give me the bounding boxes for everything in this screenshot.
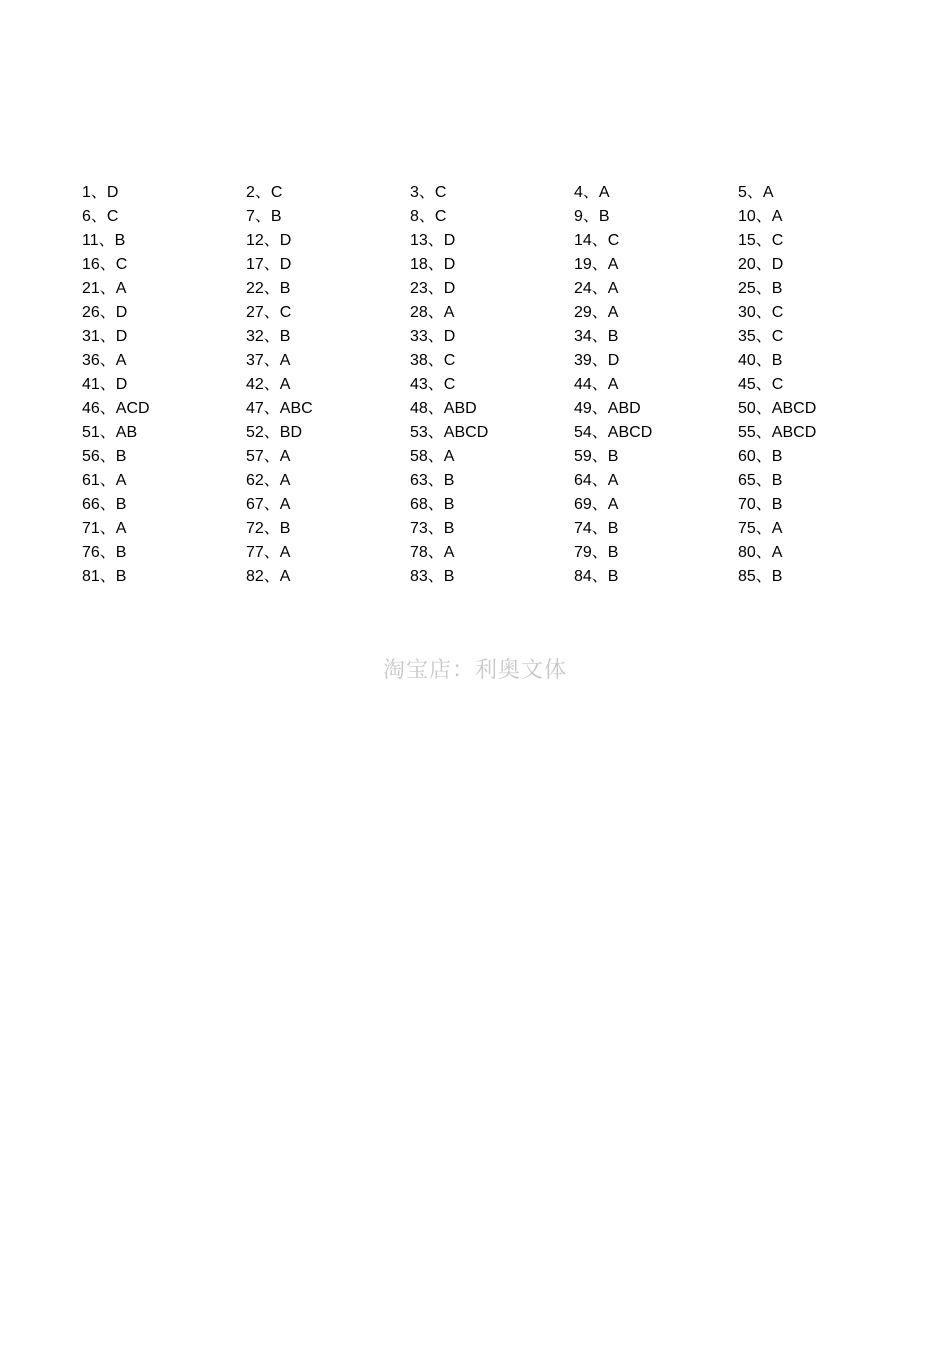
answer-item: 56、B: [82, 448, 127, 465]
answer-item: 52、BD: [246, 424, 303, 441]
answer-item: 17、D: [246, 256, 292, 273]
answer-item: 80、A: [738, 544, 783, 561]
answer-row: [82, 325, 902, 349]
answer-key-grid: [82, 181, 902, 589]
answer-item: 36、A: [82, 352, 127, 369]
answer-item: 27、C: [246, 304, 292, 321]
answer-row: [82, 229, 902, 253]
answer-item: 51、AB: [82, 424, 138, 441]
answer-row: [82, 445, 902, 469]
answer-item: 46、ACD: [82, 400, 150, 417]
answer-item: 66、B: [82, 496, 127, 513]
answer-item: 4、A: [574, 184, 610, 201]
answer-item: 35、C: [738, 328, 784, 345]
answer-item: 72、B: [246, 520, 291, 537]
answer-item: 79、B: [574, 544, 619, 561]
answer-item: 77、A: [246, 544, 291, 561]
answer-item: 58、A: [410, 448, 455, 465]
watermark-text: 淘宝店：利奥文体: [382, 658, 567, 683]
answer-item: 48、ABD: [410, 400, 477, 417]
answer-item: 84、B: [574, 568, 619, 585]
answer-item: 43、C: [410, 376, 456, 393]
answer-item: 49、ABD: [574, 400, 641, 417]
answer-item: 18、D: [410, 256, 456, 273]
answer-item: 22、B: [246, 280, 291, 297]
answer-row: [82, 349, 902, 373]
answer-row: [82, 565, 902, 589]
answer-item: 38、C: [410, 352, 456, 369]
answer-item: 19、A: [574, 256, 619, 273]
answer-item: 11、B: [82, 232, 126, 249]
answer-row: [82, 517, 902, 541]
answer-item: 61、A: [82, 472, 127, 489]
answer-item: 73、B: [410, 520, 455, 537]
answer-item: 32、B: [246, 328, 291, 345]
answer-item: 74、B: [574, 520, 619, 537]
answer-item: 64、A: [574, 472, 619, 489]
answer-item: 6、C: [82, 208, 119, 225]
answer-item: 24、A: [574, 280, 619, 297]
answer-item: 70、B: [738, 496, 783, 513]
answer-item: 16、C: [82, 256, 128, 273]
answer-row: [82, 397, 902, 421]
answer-row: [82, 205, 902, 229]
answer-item: 67、A: [246, 496, 291, 513]
answer-item: 30、C: [738, 304, 784, 321]
answer-item: 37、A: [246, 352, 291, 369]
answer-item: 15、C: [738, 232, 784, 249]
answer-item: 23、D: [410, 280, 456, 297]
answer-row: [82, 469, 902, 493]
answer-item: 57、A: [246, 448, 291, 465]
answer-item: 78、A: [410, 544, 455, 561]
answer-row: [82, 301, 902, 325]
answer-item: 2、C: [246, 184, 283, 201]
answer-item: 42、A: [246, 376, 291, 393]
answer-item: 62、A: [246, 472, 291, 489]
answer-item: 5、A: [738, 184, 774, 201]
answer-item: 81、B: [82, 568, 127, 585]
answer-row: [82, 421, 902, 445]
answer-row: [82, 541, 902, 565]
answer-row: [82, 181, 902, 205]
answer-item: 65、B: [738, 472, 783, 489]
answer-row: [82, 493, 902, 517]
answer-item: 7、B: [246, 208, 282, 225]
answer-item: 75、A: [738, 520, 783, 537]
answer-item: 10、A: [738, 208, 783, 225]
answer-item: 60、B: [738, 448, 783, 465]
answer-item: 31、D: [82, 328, 128, 345]
answer-item: 21、A: [82, 280, 127, 297]
answer-item: 1、D: [82, 184, 119, 201]
answer-item: 69、A: [574, 496, 619, 513]
answer-item: 39、D: [574, 352, 620, 369]
answer-item: 20、D: [738, 256, 784, 273]
answer-row: [82, 373, 902, 397]
answer-item: 63、B: [410, 472, 455, 489]
answer-row: [82, 253, 902, 277]
answer-item: 41、D: [82, 376, 128, 393]
answer-item: 53、ABCD: [410, 424, 489, 441]
answer-item: 83、B: [410, 568, 455, 585]
answer-item: 55、ABCD: [738, 424, 817, 441]
answer-item: 12、D: [246, 232, 292, 249]
answer-item: 13、D: [410, 232, 456, 249]
answer-item: 26、D: [82, 304, 128, 321]
answer-item: 14、C: [574, 232, 620, 249]
answer-item: 29、A: [574, 304, 619, 321]
answer-item: 40、B: [738, 352, 783, 369]
answer-item: 59、B: [574, 448, 619, 465]
answer-item: 71、A: [82, 520, 127, 537]
answer-item: 33、D: [410, 328, 456, 345]
answer-item: 44、A: [574, 376, 619, 393]
answer-item: 8、C: [410, 208, 447, 225]
answer-item: 3、C: [410, 184, 447, 201]
answer-item: 45、C: [738, 376, 784, 393]
answer-item: 47、ABC: [246, 400, 313, 417]
answer-item: 76、B: [82, 544, 127, 561]
answer-item: 54、ABCD: [574, 424, 653, 441]
answer-item: 85、B: [738, 568, 783, 585]
answer-item: 25、B: [738, 280, 783, 297]
answer-item: 28、A: [410, 304, 455, 321]
answer-item: 68、B: [410, 496, 455, 513]
answer-item: 9、B: [574, 208, 610, 225]
answer-item: 34、B: [574, 328, 619, 345]
answer-item: 50、ABCD: [738, 400, 817, 417]
answer-item: 82、A: [246, 568, 291, 585]
answer-row: [82, 277, 902, 301]
